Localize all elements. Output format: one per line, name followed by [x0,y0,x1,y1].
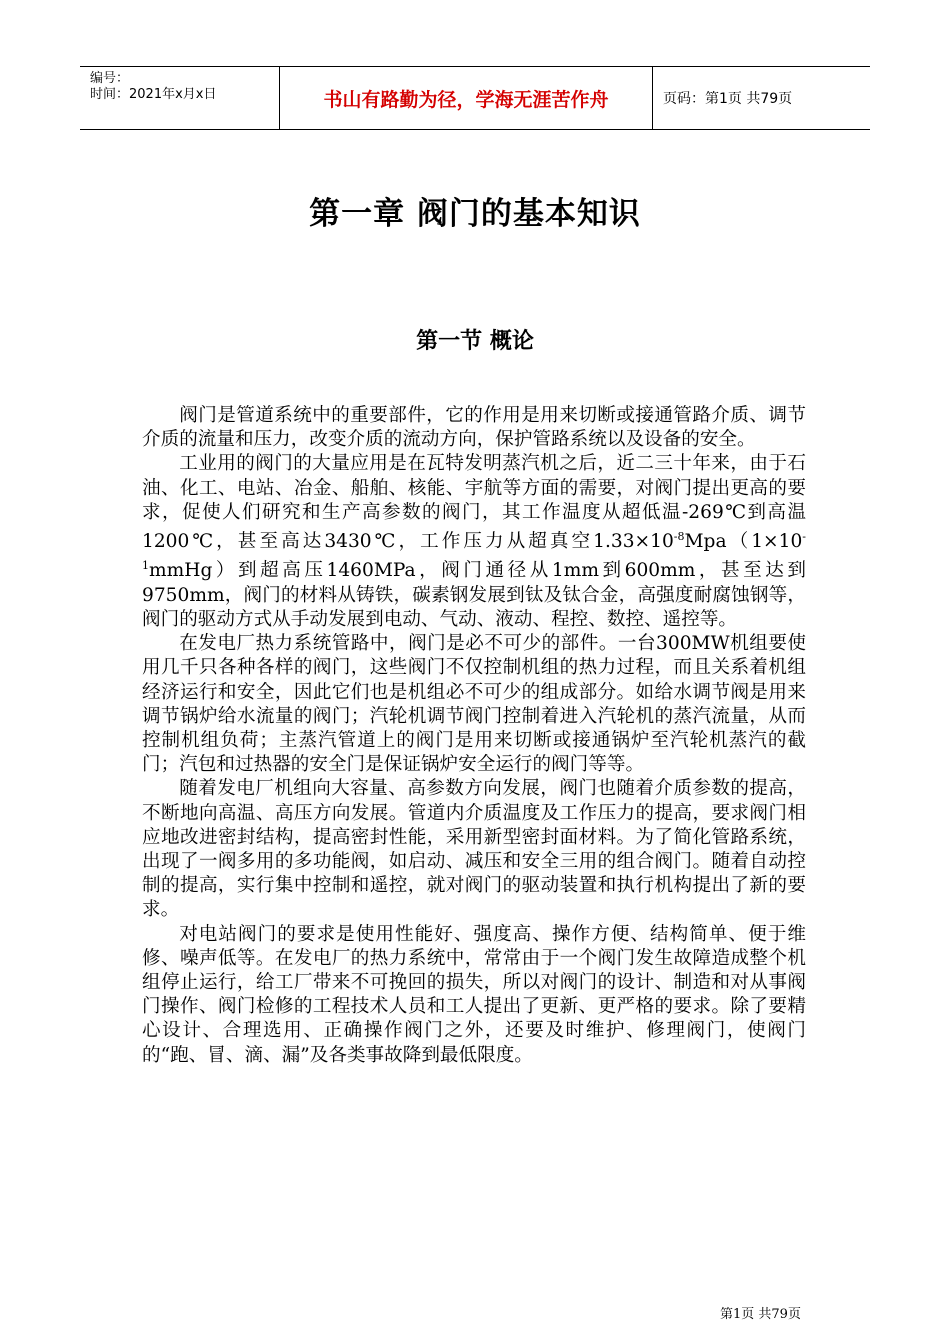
header-meta [80,67,280,129]
body-text [142,404,806,1068]
paragraph-text: Mpa（1×10 [684,531,803,553]
header-page-info: 页码：第1页 共79页 [663,91,793,107]
paragraph: 对电站阀门的要求是使用性能好、强度高、操作方便、结构简单、便于维修、噪声低等。在发电厂的热力系统中，常常由于一个阀门发生故障造成整个机组停止运行，给工厂带来不可挽回的损失，所以对阀门的设计、制造和对从事阀门操作、阀门检修的工程技术人员和工人提出了更新、更严格的要求。除了要精心设计、合理选用、正确操作阀门之外，还要及时维护、修理阀门，使阀门的“跑、冒、滴、漏”及各类事故降到最低限度。 [142,923,806,1066]
header-motto: 书山有路勤为径，学海无涯苦作舟 [280,67,653,129]
exponent: -1 [142,530,806,573]
paragraph-with-superscripts [142,452,806,632]
section-title: 第一节 概论 [416,329,534,354]
paragraph-text: mmHg）到超高压1460MPa，阀门通径从1mm到600mm，甚至达到9750mm，阀门的材料从铸铁，碳素钢发展到钛及钛合金，高强度耐腐蚀钢等，阀门的驱动方式从手动发展到电动、气动、液动、程控、数控、遥控等。 [142,560,806,630]
chapter-title: 第一章 阀门的基本知识 [309,196,641,232]
exponent: -8 [673,530,685,544]
page-footer: 第1页 共79页 [720,1307,801,1322]
paragraph: 在发电厂热力系统管路中，阀门是必不可少的部件。一台300MW机组要使用几千只各种各样的阀门，这些阀门不仅控制机组的热力过程，而且关系着机组经济运行和安全，因此它们也是机组必不可少的组成部分。如给水调节阀是用来调节锅炉给水流量的阀门；汽轮机调节阀门控制着进入汽轮机的蒸汽流量，从而控制机组负荷；主蒸汽管道上的阀门是用来切断或接通锅炉至汽轮机蒸汽的截门；汽包和过热器的安全门是保证锅炉安全运行的阀门等等。 [142,633,806,776]
paragraph-text: 工业用的阀门的大量应用是在瓦特发明蒸汽机之后，近二三十年来，由于石油、化工、电站、冶金、船舶、核能、宇航等方面的需要，对阀门提出更高的要求，促使人们研究和生产高参数的阀门，其工作温度从超低温-269℃到高温1200℃，甚至高达3430℃，工作压力从超真空1.33×10 [142,453,806,553]
document-number-label: 编号： [90,71,130,86]
paragraph: 随着发电厂机组向大容量、高参数方向发展，阀门也随着介质参数的提高，不断地向高温、高压方向发展。管道内介质温度及工作压力的提高，要求阀门相应地改进密封结构，提高密封性能，采用新型密封面材料。为了简化管路系统，出现了一阀多用的多功能阀，如启动、减压和安全三用的组合阀门。随着自动控制的提高，实行集中控制和遥控，就对阀门的驱动装置和执行机构提出了新的要求。 [142,778,806,921]
document-time: 时间：2021年x月x日 [90,87,217,102]
page-header [80,66,870,130]
paragraph: 阀门是管道系统中的重要部件，它的作用是用来切断或接通管路介质、调节介质的流量和压力，改变介质的流动方向，保护管路系统以及设备的安全。 [142,405,806,451]
